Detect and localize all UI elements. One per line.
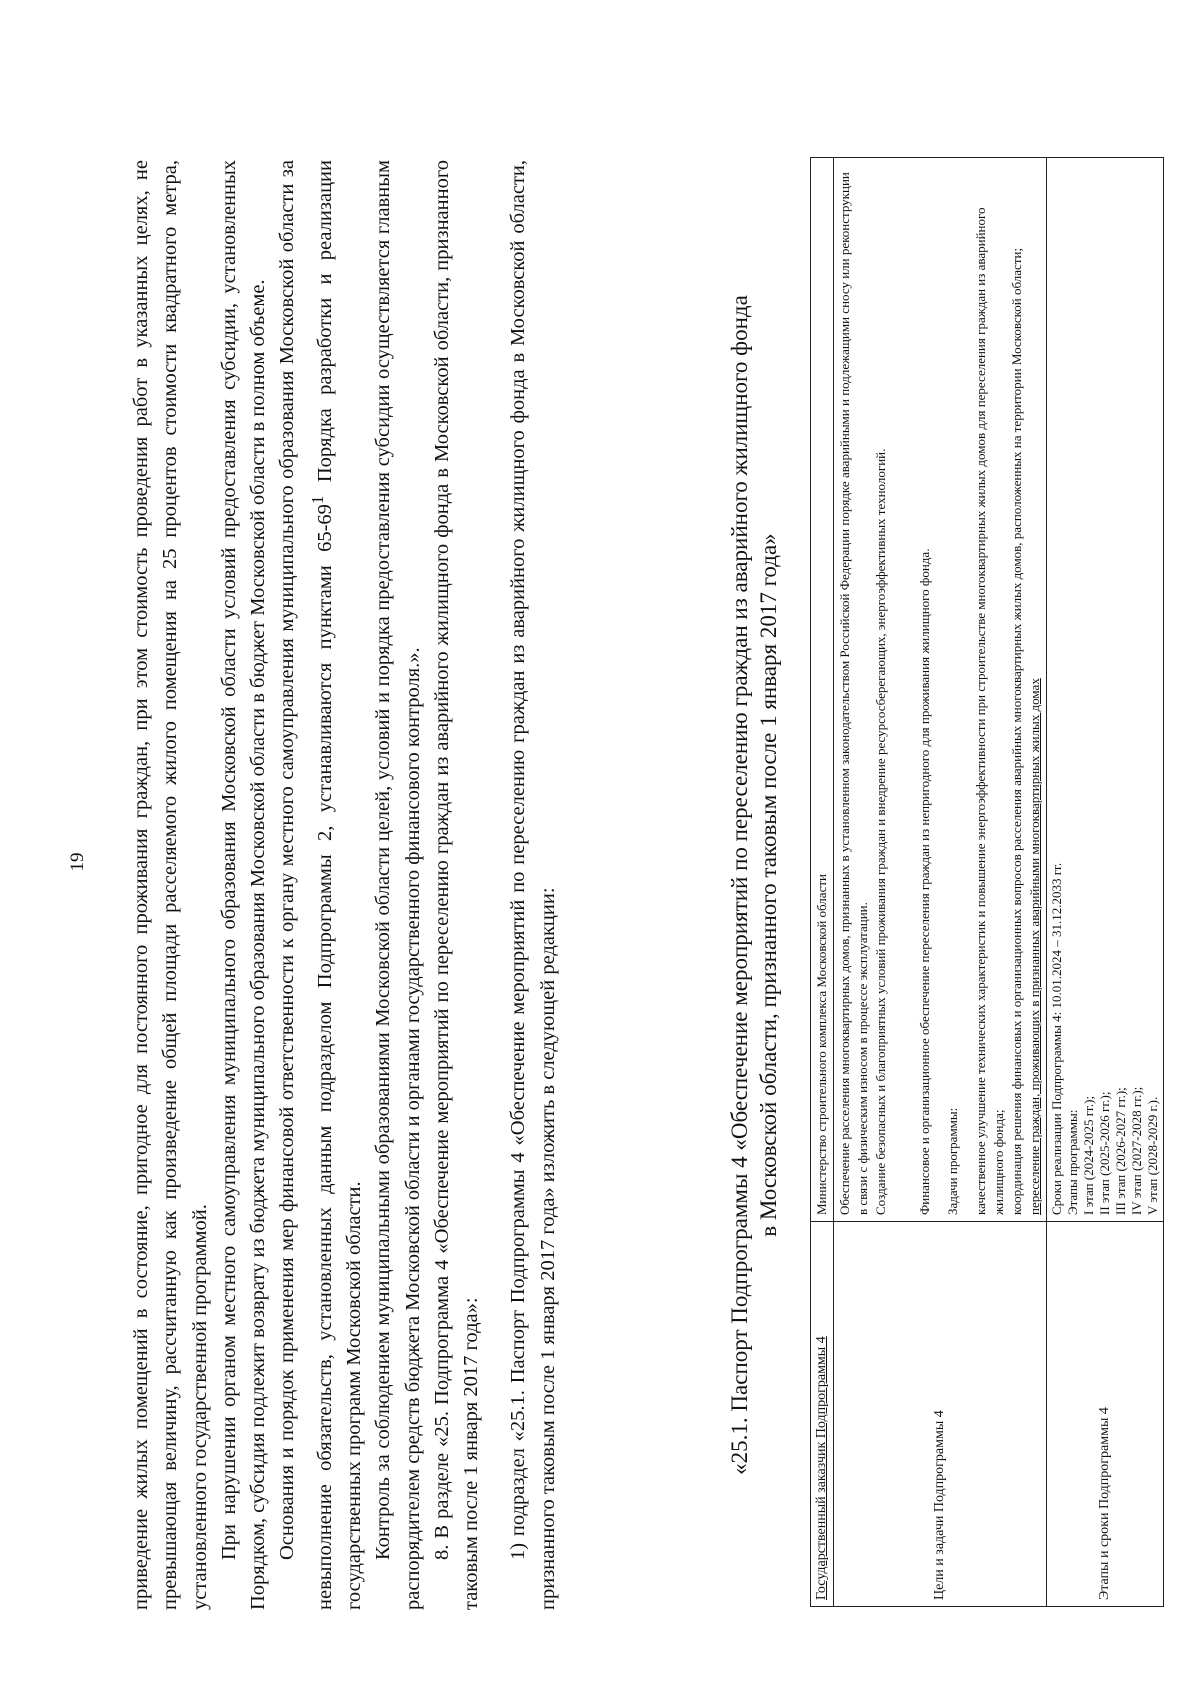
stages-value xyxy=(1047,158,1164,1222)
goal-3: Финансовое и организационное обеспечение переселения граждан из непригодного для проживания жилищного фонда. xyxy=(917,548,932,1215)
tasks-title: Задачи программы: xyxy=(945,1107,960,1215)
passport-heading xyxy=(725,160,783,1610)
goals-value xyxy=(834,158,1047,1222)
term-text: Сроки реализации Подпрограммы 4: 10.01.2024 – 31.12.2033 гг. xyxy=(1049,862,1064,1215)
passport-table xyxy=(810,157,1164,1607)
paragraph-4: Контроль за соблюдением муниципальными образованиями Московской области целей, условий и порядка предоставления субсидии осуществляется главным распорядителем средств бюджета Московской области и органами государственного финансового контроля.». xyxy=(372,160,424,1610)
stage-3: III этап (2026-2027 гг.); xyxy=(1113,1087,1128,1215)
goal-1: Обеспечение расселения многоквартирных домов, признанных в установленном законодательством Российской Федерации порядке аварийными и подлежащими сносу или реконструкции в связи с физическим износом в процессе эксплуатации. xyxy=(837,172,870,1215)
task-1: качественное улучшение технических характеристик и повышение энергоэффективности при строительстве многоквартирных жилых домов для переселения граждан из аварийного жилищного фонда; xyxy=(973,207,1006,1215)
customer-label xyxy=(811,1222,834,1607)
paragraph-3 xyxy=(273,160,369,1610)
paragraph-3-text-b: Порядка разработки и реализации государственных программ Московской области. xyxy=(313,160,365,1610)
stages-label: Этапы и сроки Подпрограммы 4 xyxy=(1047,1222,1164,1607)
paragraph-2: При нарушении органом местного самоуправления муниципального образования Московской области условий предоставления субсидии, установленных Порядком, субсидия подлежит возврату из бюджета муниципального образования Московской области в бюджет Московской области в полном объеме. xyxy=(217,160,270,1610)
document-page xyxy=(35,42,1180,1682)
stage-1: I этап (2024-2025 гг.); xyxy=(1081,1095,1096,1215)
body-text xyxy=(127,160,563,1610)
paragraph-1: приведение жилых помещений в состояние, пригодное для постоянного проживания граждан, при этом стоимость проведения работ в указанных целях, не превышающая величину, рассчитанную как произведение общей площади расселяемого жилого помещения на 25 процентов стоимости квадратного метра, установленного государственной программой. xyxy=(130,160,211,1610)
stages-title: Этапы программы: xyxy=(1065,1109,1080,1215)
task-3: переселение граждан, проживающих в признанных аварийными многоквартирных жилых домах xyxy=(1027,678,1042,1215)
table-row xyxy=(811,158,834,1607)
stage-2: II этап (2025-2026 гг.); xyxy=(1097,1091,1112,1215)
task-2: координация решения финансовых и организационных вопросов расселения аварийных многоквартирных жилых домов, расположенных на территории Московской области; xyxy=(1009,247,1024,1215)
paragraph-3-text-a: Основания и порядок применения мер финансовой ответственности к органу местного самоуправления муниципального образования Московской области за невыполнение обязательств, установленных данным подразделом Подпрограммы 2, устанавливаются пунктами 65-69 xyxy=(276,160,336,1610)
passport-heading-line-2: в Московской области, признанного таковым после 1 января 2017 года» xyxy=(756,533,781,1237)
paragraph-6: 1) подраздел «25.1. Паспорт Подпрограммы 4 «Обеспечение мероприятий по переселению граждан из аварийного жилищного фонда в Московской области, признанного таковым после 1 января 2017 года» изложить в следующей редакции: xyxy=(507,160,559,1610)
goal-2: Создание безопасных и благоприятных условий проживания граждан и внедрение ресурсосберегающих, энергоэффективных технологий. xyxy=(873,448,888,1215)
stage-4: IV этап (2027-2028 гг.); xyxy=(1129,1086,1144,1215)
page-number: 19 xyxy=(67,852,88,872)
stage-5: V этап (2028-2029 г.). xyxy=(1145,1096,1160,1215)
paragraph-5: 8. В разделе «25. Подпрограмма 4 «Обеспечение мероприятий по переселению граждан из аварийного жилищного фонда в Московской области, признанного таковым после 1 января 2017 года»: xyxy=(430,160,483,1610)
table-row xyxy=(1047,158,1164,1607)
customer-label-text: Государственный заказчик Подпрограммы 4 xyxy=(814,1336,829,1600)
footnote-mark: 1 xyxy=(307,495,327,505)
table-row xyxy=(834,158,1047,1607)
customer-value: Министерство строительного комплекса Московской области xyxy=(811,158,834,1222)
goals-label: Цели и задачи Подпрограммы 4 xyxy=(834,1222,1047,1607)
passport-heading-line-1: «25.1. Паспорт Подпрограммы 4 «Обеспечение мероприятий по переселению граждан из аварийного жилищного фонда xyxy=(727,295,752,1475)
